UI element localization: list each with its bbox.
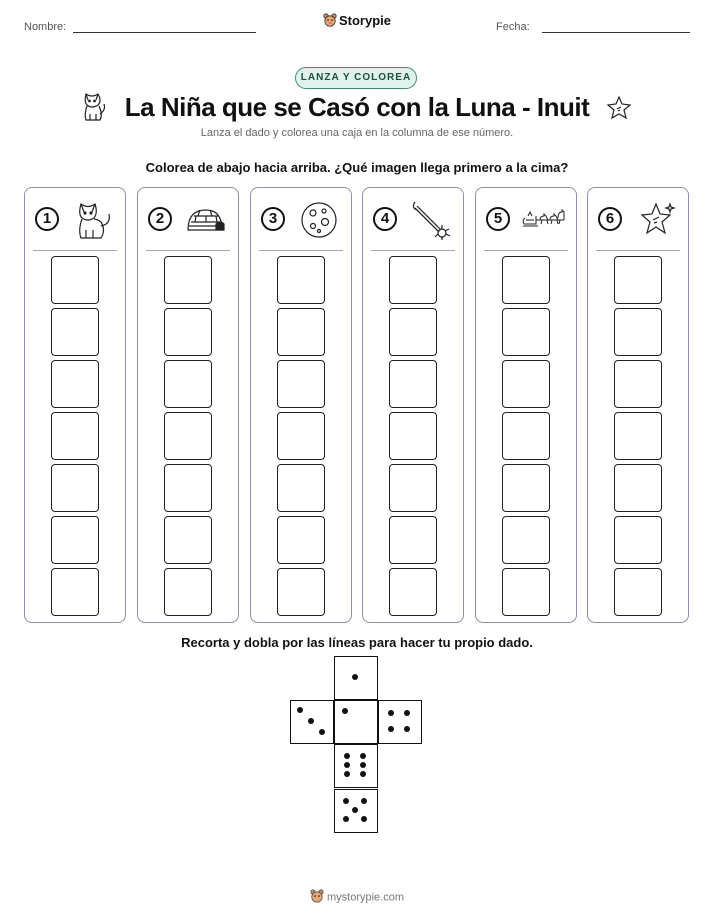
moon-icon [297, 198, 341, 242]
column-6 [587, 187, 689, 623]
color-box[interactable] [51, 308, 99, 356]
pip [404, 710, 410, 716]
color-box[interactable] [51, 516, 99, 564]
harpoon-rope-icon [409, 198, 453, 242]
color-box[interactable] [164, 516, 212, 564]
color-box[interactable] [614, 568, 662, 616]
pip [343, 798, 349, 804]
column-4 [362, 187, 464, 623]
color-box[interactable] [502, 464, 550, 512]
page-title: La Niña que se Casó con la Luna - Inuit [124, 92, 590, 122]
pip [404, 726, 410, 732]
color-box[interactable] [164, 256, 212, 304]
color-box[interactable] [51, 360, 99, 408]
die-face-4 [378, 700, 422, 744]
die-face-3 [290, 700, 334, 744]
pip [388, 710, 394, 716]
name-field[interactable] [73, 32, 256, 33]
color-box[interactable] [277, 308, 325, 356]
color-box[interactable] [164, 412, 212, 460]
color-box[interactable] [502, 412, 550, 460]
column-divider [33, 250, 117, 251]
color-box[interactable] [164, 308, 212, 356]
color-box[interactable] [502, 308, 550, 356]
die-face-1 [334, 700, 378, 744]
bear-footer-icon [310, 889, 324, 906]
color-box[interactable] [164, 464, 212, 512]
pip [344, 753, 350, 759]
pip [344, 771, 350, 777]
color-box[interactable] [51, 568, 99, 616]
column-divider [146, 250, 230, 251]
color-box[interactable] [614, 464, 662, 512]
brand-name: Storypie [338, 13, 391, 28]
color-box[interactable] [389, 568, 437, 616]
pip [344, 762, 350, 768]
die-face-5 [334, 789, 378, 833]
color-box[interactable] [51, 412, 99, 460]
color-box[interactable] [277, 464, 325, 512]
column-5 [475, 187, 577, 623]
cut-instruction: Recorta y dobla por las líneas para hacer tu propio dado. [181, 635, 533, 650]
color-box[interactable] [502, 568, 550, 616]
color-box[interactable] [614, 516, 662, 564]
color-box[interactable] [389, 308, 437, 356]
coloring-instruction: Colorea de abajo hacia arriba. ¿Qué imagen llega primero a la cima? [145, 160, 569, 175]
activity-badge: LANZA Y COLOREA [295, 67, 417, 89]
color-box[interactable] [614, 360, 662, 408]
column-number: 5 [486, 207, 510, 231]
column-3 [250, 187, 352, 623]
color-box[interactable] [614, 256, 662, 304]
color-box[interactable] [502, 516, 550, 564]
color-box[interactable] [164, 360, 212, 408]
date-label: Fecha: [496, 21, 530, 33]
pip [352, 807, 358, 813]
dog-sled-icon [522, 198, 566, 242]
footer [0, 889, 714, 906]
pip [308, 718, 314, 724]
color-box[interactable] [277, 568, 325, 616]
column-number: 6 [598, 207, 622, 231]
color-box[interactable] [277, 412, 325, 460]
pip [352, 674, 358, 680]
column-divider [596, 250, 680, 251]
column-divider [259, 250, 343, 251]
pip [360, 762, 366, 768]
color-box[interactable] [51, 256, 99, 304]
footer-url[interactable]: mystorypie.com [326, 891, 405, 904]
star-icon [634, 198, 678, 242]
column-divider [484, 250, 568, 251]
color-box[interactable] [502, 256, 550, 304]
pip [361, 816, 367, 822]
color-box[interactable] [51, 464, 99, 512]
column-number: 4 [373, 207, 397, 231]
color-box[interactable] [277, 360, 325, 408]
column-2 [137, 187, 239, 623]
date-field[interactable] [542, 32, 690, 33]
column-number: 3 [261, 207, 285, 231]
color-box[interactable] [389, 256, 437, 304]
bear-logo-icon [323, 13, 337, 30]
pip [342, 708, 348, 714]
color-box[interactable] [614, 412, 662, 460]
brand-logo [0, 13, 714, 30]
color-box[interactable] [389, 464, 437, 512]
die-net [290, 656, 424, 834]
color-box[interactable] [614, 308, 662, 356]
color-box[interactable] [277, 516, 325, 564]
color-box[interactable] [389, 412, 437, 460]
pip [319, 729, 325, 735]
color-box[interactable] [277, 256, 325, 304]
husky-dog-icon [71, 198, 115, 242]
die-face-1 [334, 656, 378, 700]
pip [361, 798, 367, 804]
pip [388, 726, 394, 732]
die-face-6 [334, 744, 378, 788]
igloo-icon [184, 198, 228, 242]
star-title-icon [606, 95, 632, 126]
color-box[interactable] [164, 568, 212, 616]
pip [360, 771, 366, 777]
column-1 [24, 187, 126, 623]
color-box[interactable] [389, 516, 437, 564]
pip [360, 753, 366, 759]
column-divider [371, 250, 455, 251]
name-label: Nombre: [24, 21, 67, 33]
pip [297, 707, 303, 713]
page-subtitle: Lanza el dado y colorea una caja en la columna de ese número. [200, 127, 514, 139]
color-box[interactable] [502, 360, 550, 408]
pip [343, 816, 349, 822]
column-number: 1 [35, 207, 59, 231]
color-box[interactable] [389, 360, 437, 408]
column-number: 2 [148, 207, 172, 231]
